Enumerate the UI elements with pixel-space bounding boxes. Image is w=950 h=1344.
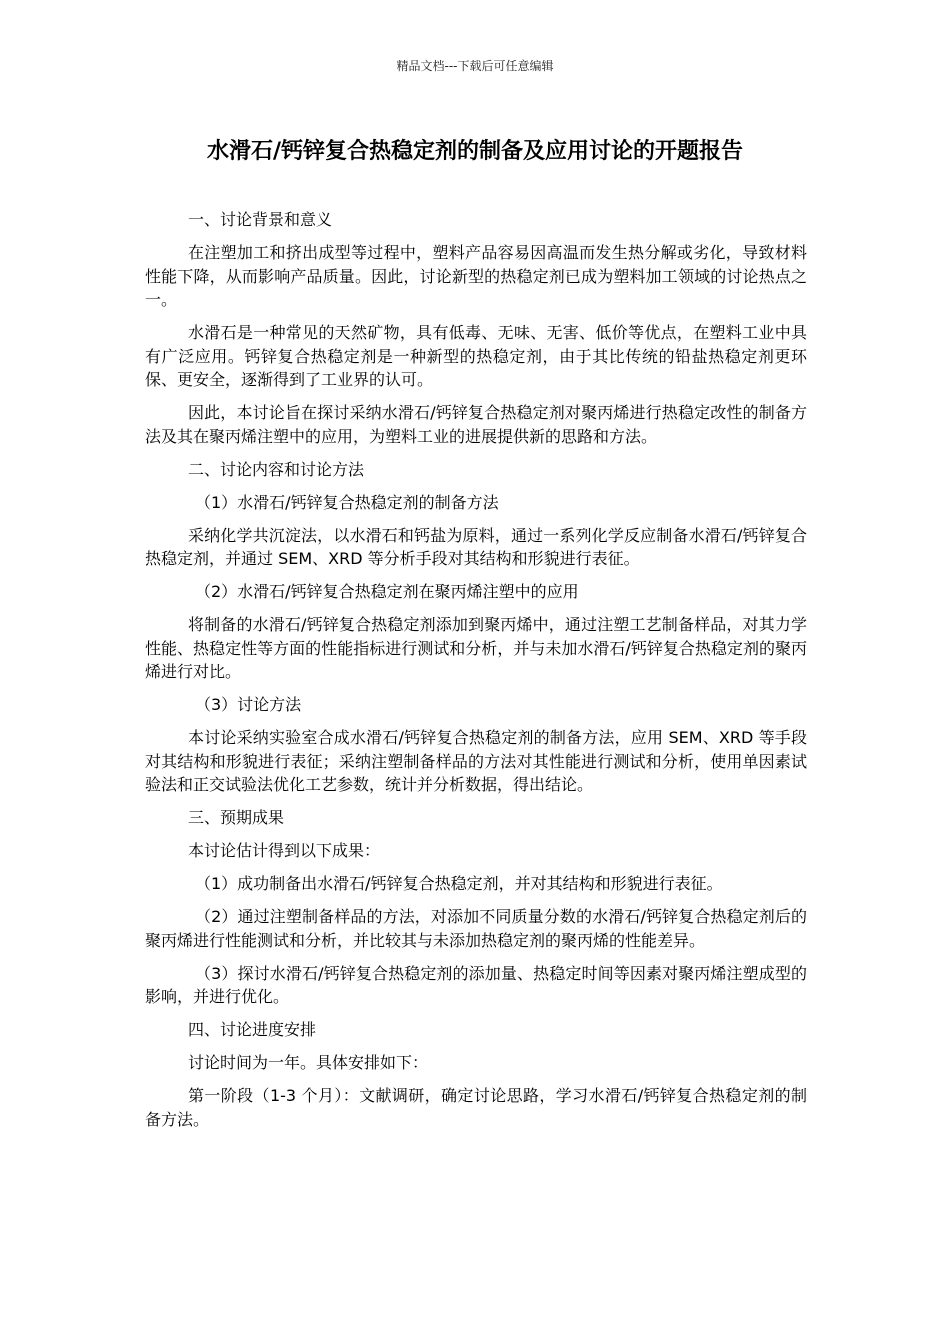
section-heading-background: 一、讨论背景和意义 — [188, 210, 333, 229]
expected-result-3: （3）探讨水滑石/钙锌复合热稳定剂的添加量、热稳定时间等因素对聚丙烯注塑成型的影响，并进行优化。 — [145, 963, 807, 1006]
document-title: 水滑石/钙锌复合热稳定剂的制备及应用讨论的开题报告 — [206, 139, 744, 164]
schedule-stage-1: 第一阶段（1-3 个月）：文献调研，确定讨论思路，学习水滑石/钙锌复合热稳定剂的制备方法。 — [145, 1086, 807, 1129]
paragraph-background-3: 因此，本讨论旨在探讨采纳水滑石/钙锌复合热稳定剂对聚丙烯进行热稳定改性的制备方法及其在聚丙烯注塑中的应用，为塑料工业的进展提供新的思路和方法。 — [145, 403, 807, 446]
subheading-application: （2）水滑石/钙锌复合热稳定剂在聚丙烯注塑中的应用 — [195, 582, 579, 601]
expected-result-2: （2）通过注塑制备样品的方法，对添加不同质量分数的水滑石/钙锌复合热稳定剂后的聚丙烯进行性能测试和分析，并比较其与未添加热稳定剂的聚丙烯的性能差异。 — [145, 907, 807, 950]
document-body — [145, 208, 807, 1141]
paragraph-research-method: 本讨论采纳实验室合成水滑石/钙锌复合热稳定剂的制备方法，应用 SEM、XRD 等手段对其结构和形貌进行表征；采纳注塑制备样品的方法对其性能进行测试和分析，使用单因素试验法和正交试验法优化工艺参数，统计并分析数据，得出结论。 — [145, 728, 807, 794]
section-heading-schedule: 四、讨论进度安排 — [188, 1020, 317, 1039]
subheading-research-method: （3）讨论方法 — [195, 695, 302, 714]
section-heading-content-methods: 二、讨论内容和讨论方法 — [188, 459, 365, 479]
paragraph-schedule-intro: 讨论时间为一年。具体安排如下： — [188, 1053, 429, 1072]
paragraph-preparation-method: 采纳化学共沉淀法，以水滑石和钙盐为原料，通过一系列化学反应制备水滑石/钙锌复合热稳定剂，并通过 SEM、XRD 等分析手段对其结构和形貌进行表征。 — [145, 525, 807, 568]
expected-result-1: （1）成功制备出水滑石/钙锌复合热稳定剂，并对其结构和形貌进行表征。 — [195, 874, 723, 893]
subheading-preparation-method: （1）水滑石/钙锌复合热稳定剂的制备方法 — [195, 492, 499, 512]
paragraph-background-2: 水滑石是一种常见的天然矿物，具有低毒、无味、无害、低价等优点，在塑料工业中具有广泛应用。钙锌复合热稳定剂是一种新型的热稳定剂，由于其比传统的铅盐热稳定剂更环保、更安全，逐渐得到了工业界的认可。 — [145, 323, 807, 389]
paragraph-application: 将制备的水滑石/钙锌复合热稳定剂添加到聚丙烯中，通过注塑工艺制备样品，对其力学性能、热稳定性等方面的性能指标进行测试和分析，并与未加水滑石/钙锌复合热稳定剂的聚丙烯进行对比。 — [145, 615, 807, 681]
section-heading-expected-results: 三、预期成果 — [188, 808, 285, 827]
page-header: 精品文档---下载后可任意编辑 — [396, 59, 554, 73]
paragraph-expected-intro: 本讨论估计得到以下成果： — [188, 841, 381, 860]
paragraph-background-1: 在注塑加工和挤出成型等过程中，塑料产品容易因高温而发生热分解或劣化，导致材料性能下降，从而影响产品质量。因此，讨论新型的热稳定剂已成为塑料加工领域的讨论热点之一。 — [145, 243, 807, 309]
